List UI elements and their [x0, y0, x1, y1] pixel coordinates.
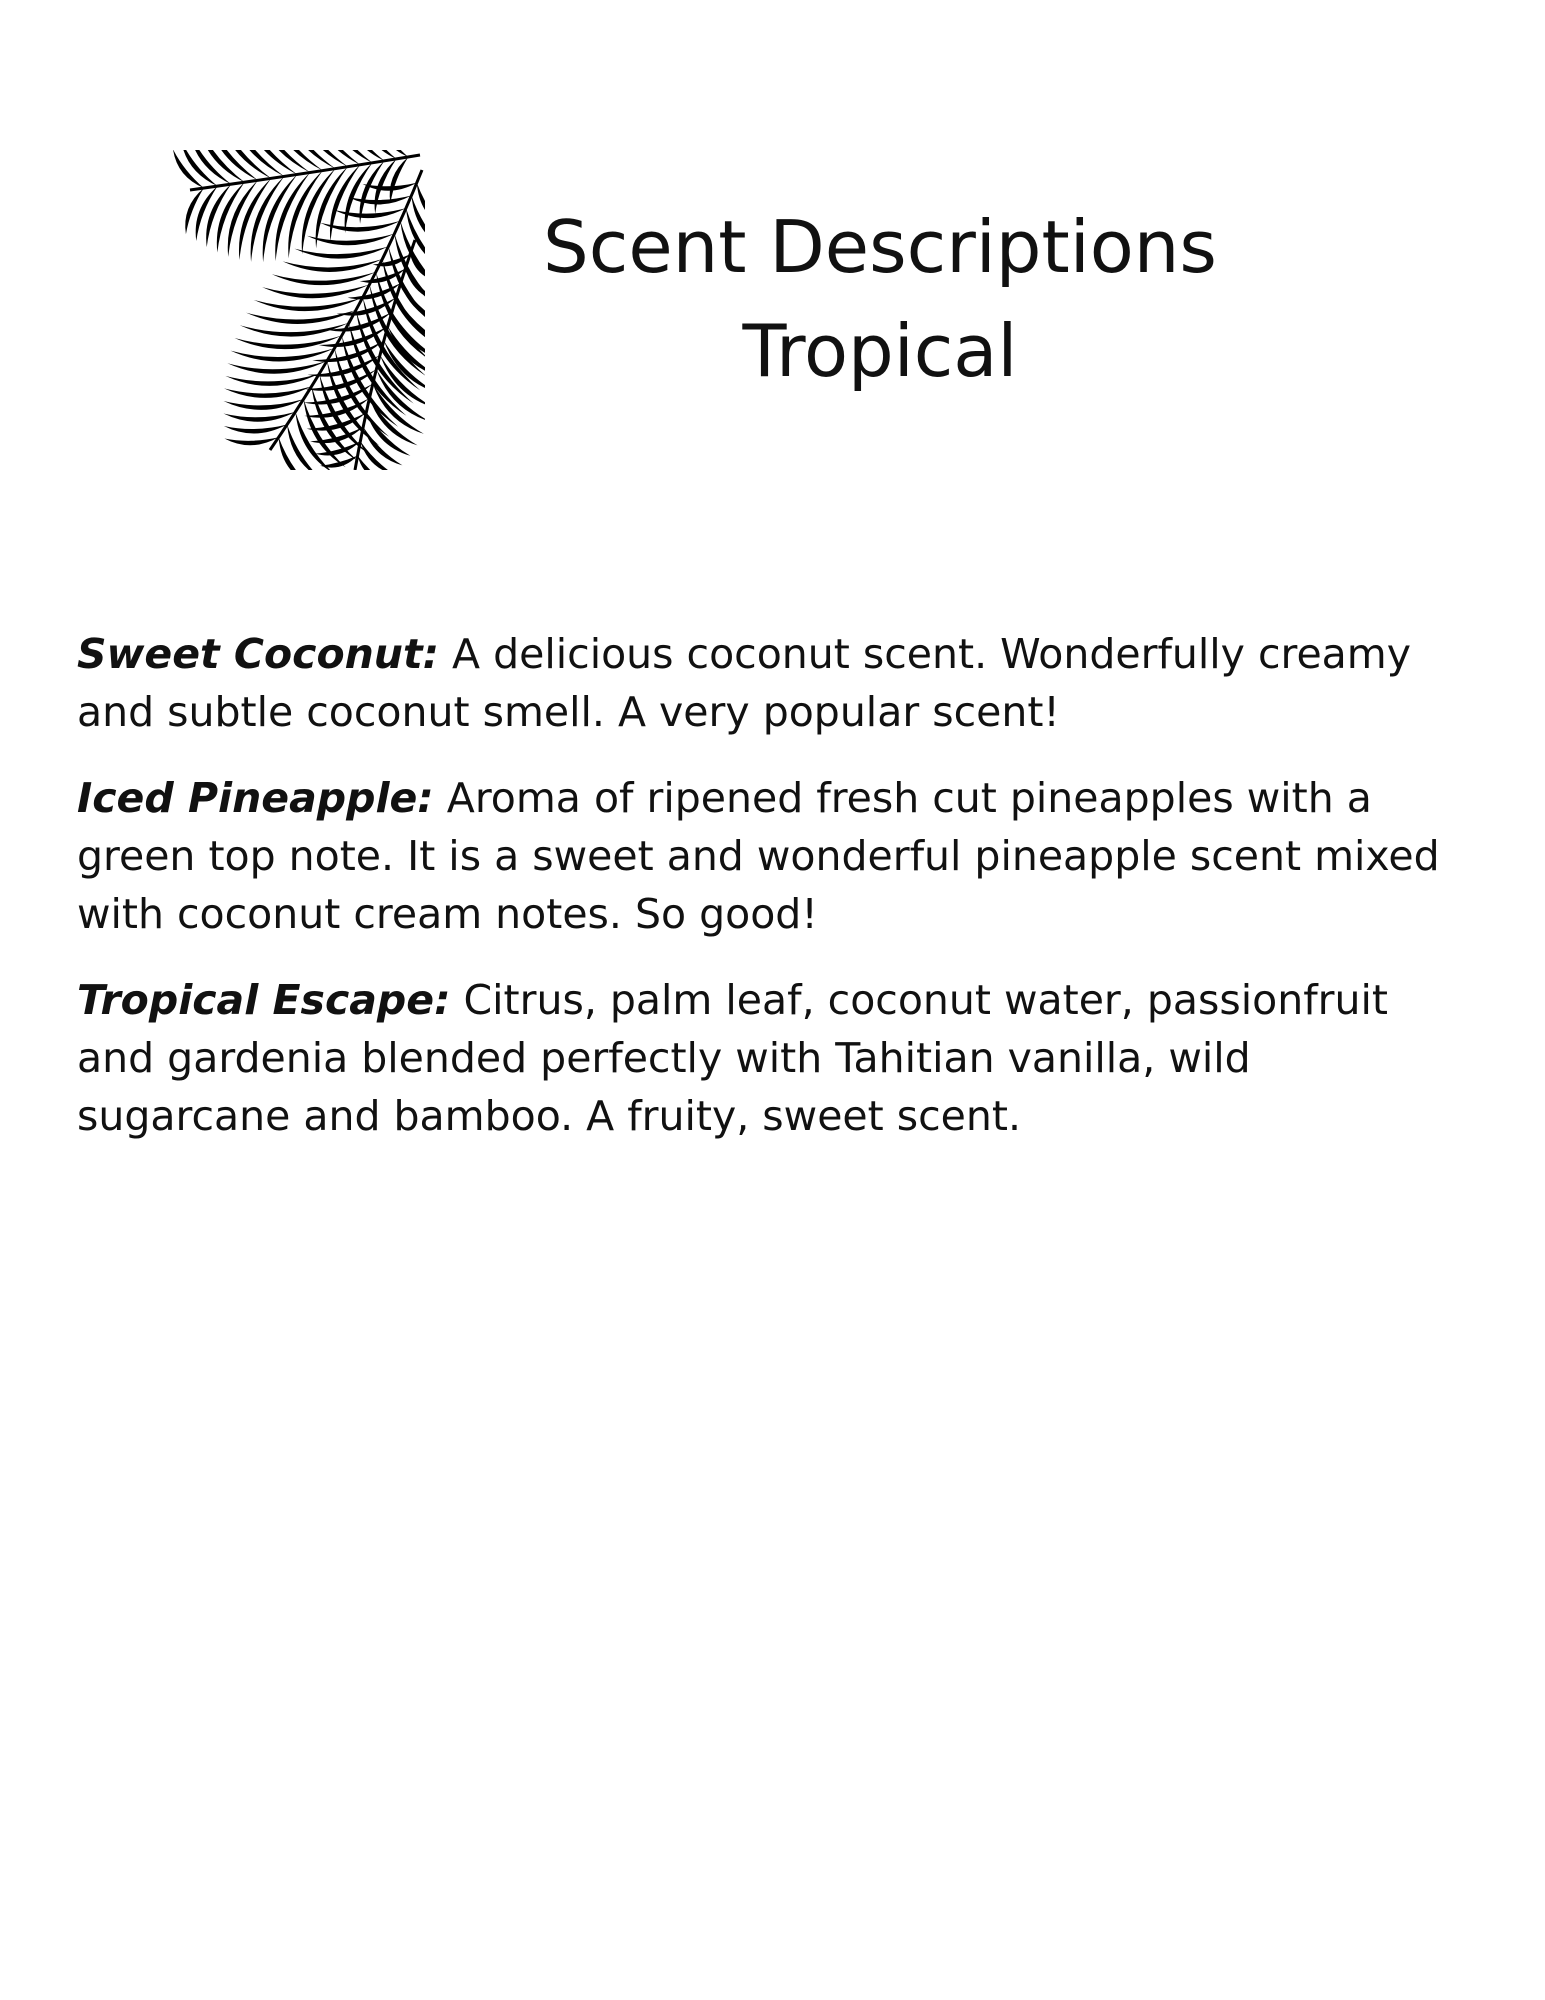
scent-entry-sweet-coconut: [77, 625, 1477, 741]
page-title: [470, 195, 1290, 403]
scent-list: [77, 625, 1477, 1173]
title-line-2: Tropical: [742, 309, 1018, 393]
scent-name: Tropical Escape:: [77, 976, 451, 1024]
scent-name: Iced Pineapple:: [77, 774, 434, 822]
title-line-1: Scent Descriptions: [543, 205, 1217, 289]
scent-description: Citrus, palm leaf, coconut water, passionfruit and gardenia blended perfectly with Tahitian vanilla, wild sugarcane and bamboo. A fruity, sweet scent.: [77, 976, 1388, 1140]
palm-leaf-icon: [150, 150, 425, 470]
scent-entry-tropical-escape: [77, 971, 1477, 1145]
scent-name: Sweet Coconut:: [77, 630, 439, 678]
scent-description: Aroma of ripened fresh cut pineapples with a green top note. It is a sweet and wonderful pineapple scent mixed with coconut cream notes. So good!: [77, 774, 1440, 938]
scent-entry-iced-pineapple: [77, 769, 1477, 943]
scent-description: A delicious coconut scent. Wonderfully creamy and subtle coconut smell. A very popular scent!: [77, 630, 1412, 736]
